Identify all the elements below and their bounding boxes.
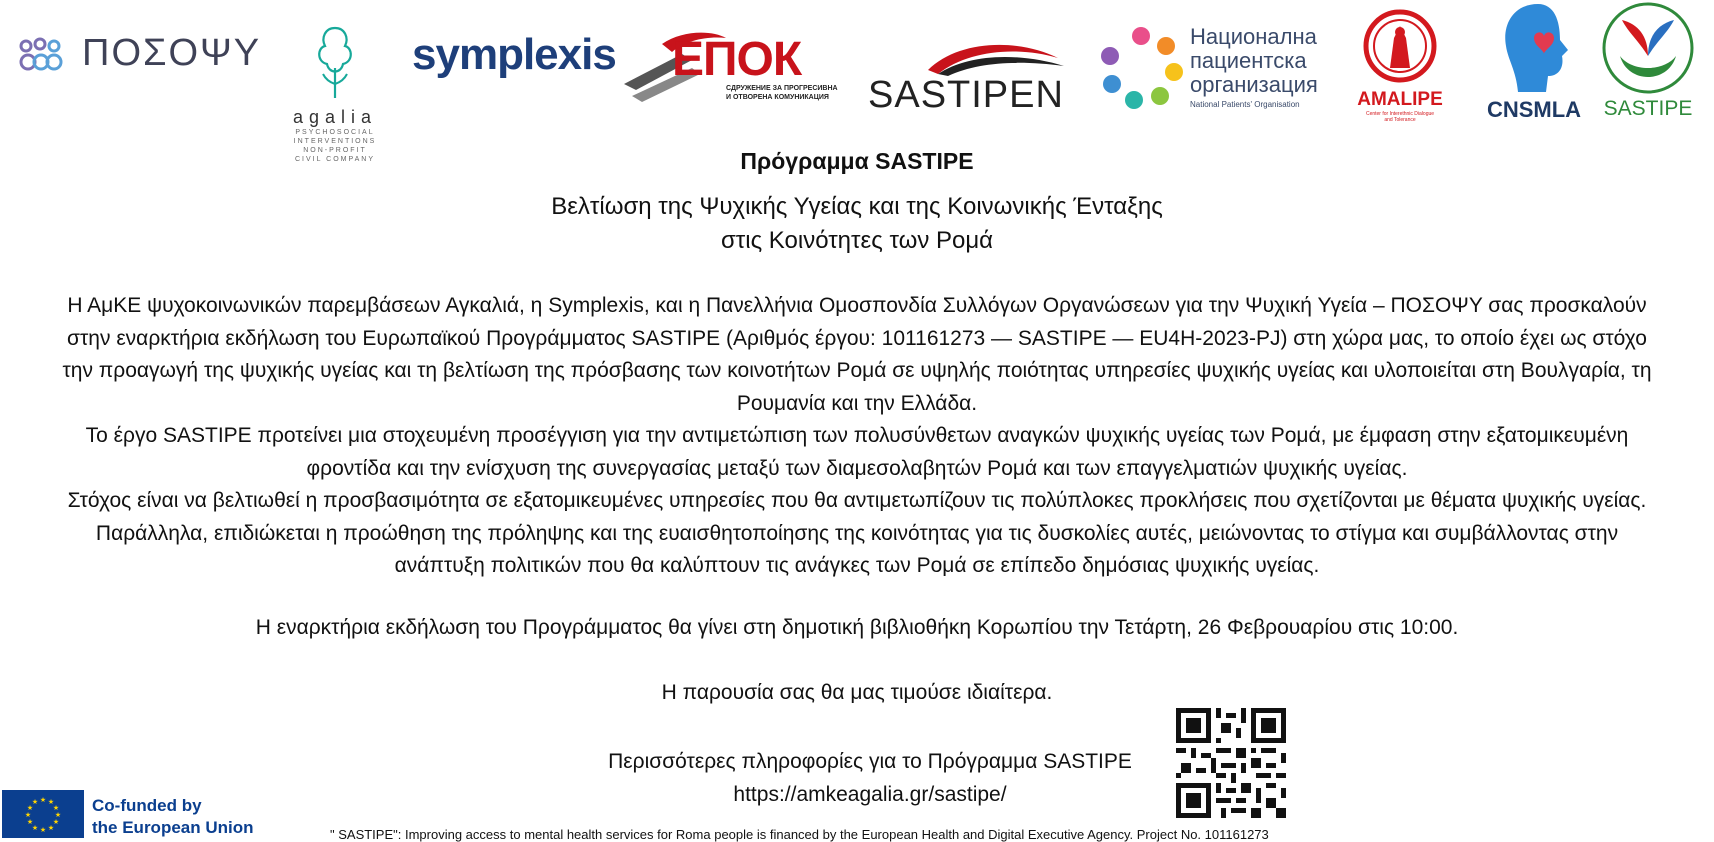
npo-line-2: пациентска [1190,48,1307,73]
eu-flag-icon [2,790,84,838]
npo-line-3: организация [1190,72,1318,97]
invitation-body [60,290,1654,583]
more-info-block [560,745,1180,811]
cnsmla-logo-text: CNSMLA [1486,97,1582,122]
amalipe-logo [1344,8,1456,123]
svg-text:★: ★ [39,796,47,804]
svg-text:★: ★ [31,824,39,832]
program-subtitle [0,190,1714,258]
sastipen-swoosh-icon [868,36,1086,76]
agalia-subtext-3: NON-PROFIT [303,147,367,154]
posoppsy-symbol-icon [16,34,76,74]
svg-text:★: ★ [26,818,34,826]
amalipe-wheel-icon [1360,8,1440,86]
agalia-subtext-4: CIVIL COMPANY [294,156,376,163]
sastipe-logo [1596,0,1700,121]
svg-text:★: ★ [39,826,47,834]
cnsmla-logo [1478,0,1590,123]
agalia-subtext-1: PSYCHOSOCIAL [295,129,375,136]
npo-people-circle-icon [1098,24,1184,110]
eu-line-1: Co-funded by [92,796,202,815]
sastipe-logo-text: SASTIPE [1603,97,1693,120]
posoppsy-logo [16,32,261,75]
amalipe-subtext-2: and Tolerance [1384,117,1416,123]
funding-footer-note: " SASTIPE": Improving access to mental health services for Roma people is financed by the European Health and Digital Executive Agency. Project No. 101161273 [330,827,1269,842]
svg-text:★: ★ [52,804,60,812]
sastipen-logo-text: SASTIPEN [868,74,1064,116]
epok-logo [622,24,854,108]
qr-code-icon[interactable] [1176,708,1286,818]
svg-text:★: ★ [26,804,34,812]
sastipen-logo [868,36,1086,116]
agalia-logo [280,20,390,164]
cnsmla-head-heart-icon [1494,0,1574,96]
subtitle-line-1: Βελτίωση της Ψυχικής Υγείας και της Κοινωνικής Ένταξης [551,193,1163,220]
svg-text:★: ★ [31,798,39,806]
svg-text:★: ★ [47,824,55,832]
eu-line-2: the European Union [92,818,254,837]
svg-text:★: ★ [54,811,62,819]
more-info-label: Περισσότερες πληροφορίες για το Πρόγραμμα SASTIPE [608,750,1132,773]
event-details: Η εναρκτήρια εκδήλωση του Προγράμματος θα γίνει στη δημοτική βιβλιοθήκη Κορωπίου την Τετάρτη, 26 Φεβρουαρίου στις 10:00. [255,616,1459,639]
svg-text:★: ★ [24,811,32,819]
svg-text:★: ★ [47,798,55,806]
body-paragraph-1: Η ΑμΚΕ ψυχοκοινωνικών παρεμβάσεων Αγκαλιά, η Symplexis, και η Πανελλήνια Ομοσπονδία Συλλόγων Οργανώσεων για την Ψυχική Υγεία – ΠΟΣΟΨΥ σας προσκαλούν στην εναρκτήρια εκδήλωση του Ευρωπαϊκού Προγράμματος SASTIPE (Αριθμός έργου: 101161273 — SASTIPE — EU4H-2023-PJ) στη χώρα μας, το οποίο έχει ως στόχο την προαγωγή της ψυχικής υγείας και τη βελτίωση της πρόσβασης των κοινοτήτων Ρομά σε υψηλής ποιότητας υπηρεσίες ψυχικής υγείας και υλοποιείται στη Βουλγαρία, τη Ρουμανία και την Ελλάδα. [62,294,1652,415]
sastipe-hands-leaves-icon [1598,0,1698,96]
epok-logo-text: ЕПОК [672,33,802,86]
amalipe-subtext-1: Center for Interethnic Dialogue [1365,111,1435,117]
body-paragraph-3: Στόχος είναι να βελτιωθεί η προσβασιμότητα σε εξατομικευμένες υπηρεσίες που θα αντιμετωπίζουν τις πολύπλοκες προκλήσεις που σχετίζονται με θέματα ψυχικής υγείας. Παράλληλα, επιδιώκεται η προώθηση της πρόληψης και της ευαισθητοποίησης της κοινότητας για τις δυσκολίες αυτές, μειώνοντας το στίγμα και συμβάλλοντας στην ανάπτυξη πολιτικών που θα καλύπτουν τις ανάγκες των Ρομά σε επίπεδο δημόσιας ψυχικής υγείας. [67,489,1647,577]
national-patients-organisation-logo [1098,24,1318,110]
svg-text:★: ★ [52,818,60,826]
amalipe-logo-text: AMALIPE [1357,89,1443,110]
symplexis-logo: symplexis [412,30,616,79]
agalia-flower-icon [305,20,365,100]
presence-note: Η παρουσία σας θα μας τιμούσε ιδιαίτερα. [661,681,1053,704]
eu-cofunded-badge [2,790,254,839]
epok-subtext-2: И ОТВОРЕНА КОМУНИКАЦИЯ [726,94,829,101]
npo-subtext: National Patients' Organisation [1190,100,1300,109]
body-paragraph-2: Το έργο SASTIPE προτείνει μια στοχευμένη προσέγγιση για την αντιμετώπιση των πολυσύνθετων αναγκών ψυχικής υγείας των Ρομά, με έμφαση στην εξατομικευμένη φροντίδα και την ενίσχυση της συνεργασίας μεταξύ των διαμεσολαβητών Ρομά και των επαγγελματιών ψυχικής υγείας. [85,424,1629,480]
more-info-url[interactable]: https://amkeagalia.gr/sastipe/ [733,783,1007,806]
posoppsy-logo-text: ΠΟΣΟΨΥ [82,32,262,74]
agalia-subtext-2: INTERVENTIONS [293,138,377,145]
program-title: Πρόγραμμα SASTIPE [740,148,974,174]
subtitle-line-2: στις Κοινότητες των Ρομά [720,227,994,254]
agalia-logo-text: agalia [292,107,378,127]
npo-line-1: Национална [1190,24,1317,49]
epok-subtext-1: СДРУЖЕНИЕ ЗА ПРОГРЕСИВНА [726,85,838,92]
